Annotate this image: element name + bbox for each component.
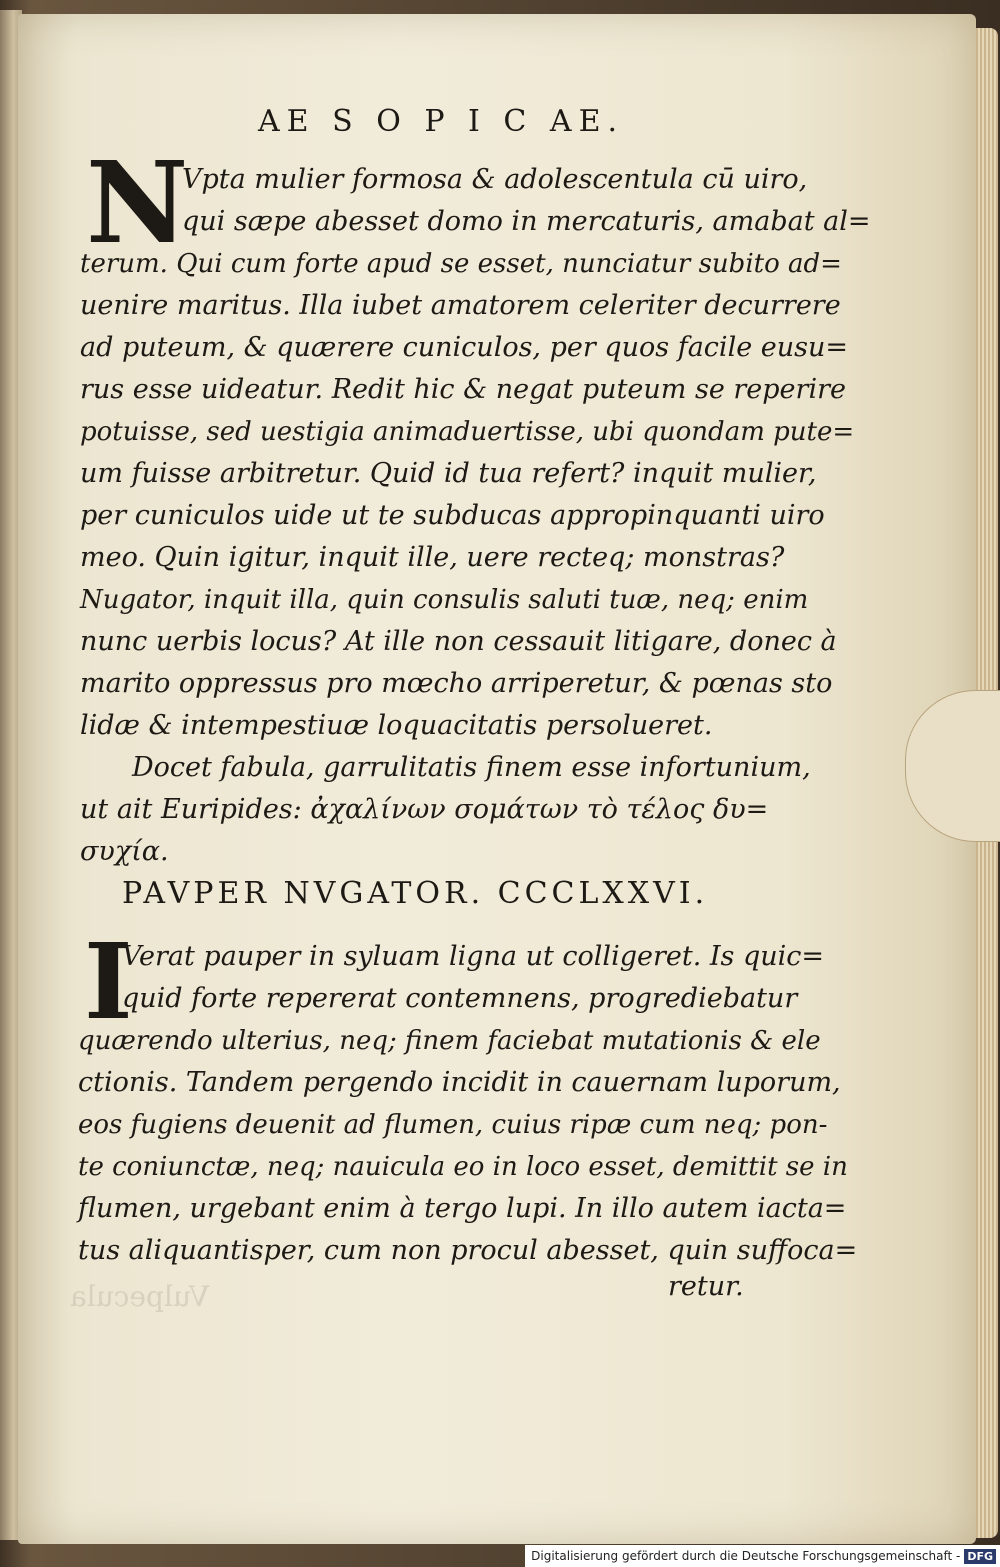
text-line: marito oppressus pro mœcho arriperetur, & pœnas sto (80, 668, 833, 699)
text-line: συχία. (80, 836, 169, 867)
text-line: Nugator, inquit illa, quin consulis saluti tuæ, neq; enim (80, 585, 809, 615)
text-line: um fuisse arbitretur. Quid id tua refert? inquit mulier, (80, 458, 817, 489)
text-line: potuisse, sed uestigia animaduertisse, ubi quondam pute= (80, 417, 855, 447)
catchword: retur. (668, 1271, 744, 1302)
text-line: per cuniculos uide ut te subducas appropinquanti uiro (80, 500, 825, 531)
dropcap-n: N (86, 138, 189, 269)
text-line: te coniunctæ, neq; nauicula eo in loco esset, demittit se in (78, 1152, 848, 1182)
text-line: ctionis. Tandem pergendo incidit in cauernam luporum, (78, 1067, 841, 1098)
text-line: qui sæpe abesset domo in mercaturis, amabat al= (182, 206, 871, 237)
text-line: uenire maritus. Illa iubet amatorem celeriter decurrere (80, 290, 841, 321)
text-line: terum. Qui cum forte apud se esset, nunciatur subito ad= (80, 249, 842, 279)
text-line: rus esse uideatur. Redit hic & negat puteum se reperire (80, 374, 846, 405)
digitization-footer (525, 1545, 1000, 1567)
text-line: meo. Quin igitur, inquit ille, uere recteq; monstras? (80, 542, 785, 573)
running-header: AE S O P I C AE. (258, 104, 625, 139)
fable-title: PAVPER NVGATOR. CCCLXXVI. (122, 876, 709, 911)
text-line: quærendo ulterius, neq; finem faciebat mutationis & ele (78, 1026, 821, 1056)
text-line: Vpta mulier formosa & adolescentula cū uiro, (182, 164, 808, 195)
text-line: lidæ & intempestiuæ loquacitatis persolueret. (80, 710, 713, 741)
text-line: tus aliquantisper, cum non procul abesset, quin suffoca= (78, 1235, 858, 1266)
text-line: flumen, urgebant enim à tergo lupi. In illo autem iacta= (78, 1193, 847, 1224)
dfg-logo: DFG (964, 1549, 996, 1564)
text-line: Verat pauper in syluam ligna ut colligeret. Is quic= (122, 941, 825, 972)
text-line: quid forte repererat contemnens, progrediebatur (122, 983, 798, 1014)
dropcap-i: I (84, 920, 133, 1043)
text-line: ut ait Euripides: ἀχαλίνων σομάτων τὸ τέλος δυ= (80, 794, 769, 825)
text-line: ad puteum, & quærere cuniculos, per quos facile eusu= (80, 332, 848, 363)
text-line: nunc uerbis locus? At ille non cessauit litigare, donec à (80, 626, 837, 657)
bleed-through-text: Vulpecula (70, 1280, 210, 1313)
text-line: eos fugiens deuenit ad flumen, cuius ripæ cum neq; pon- (78, 1110, 828, 1140)
text-line: Docet fabula, garrulitatis finem esse infortunium, (132, 752, 811, 783)
footer-credit: Digitalisierung gefördert durch die Deutsche Forschungsgemeinschaft - (531, 1549, 961, 1563)
